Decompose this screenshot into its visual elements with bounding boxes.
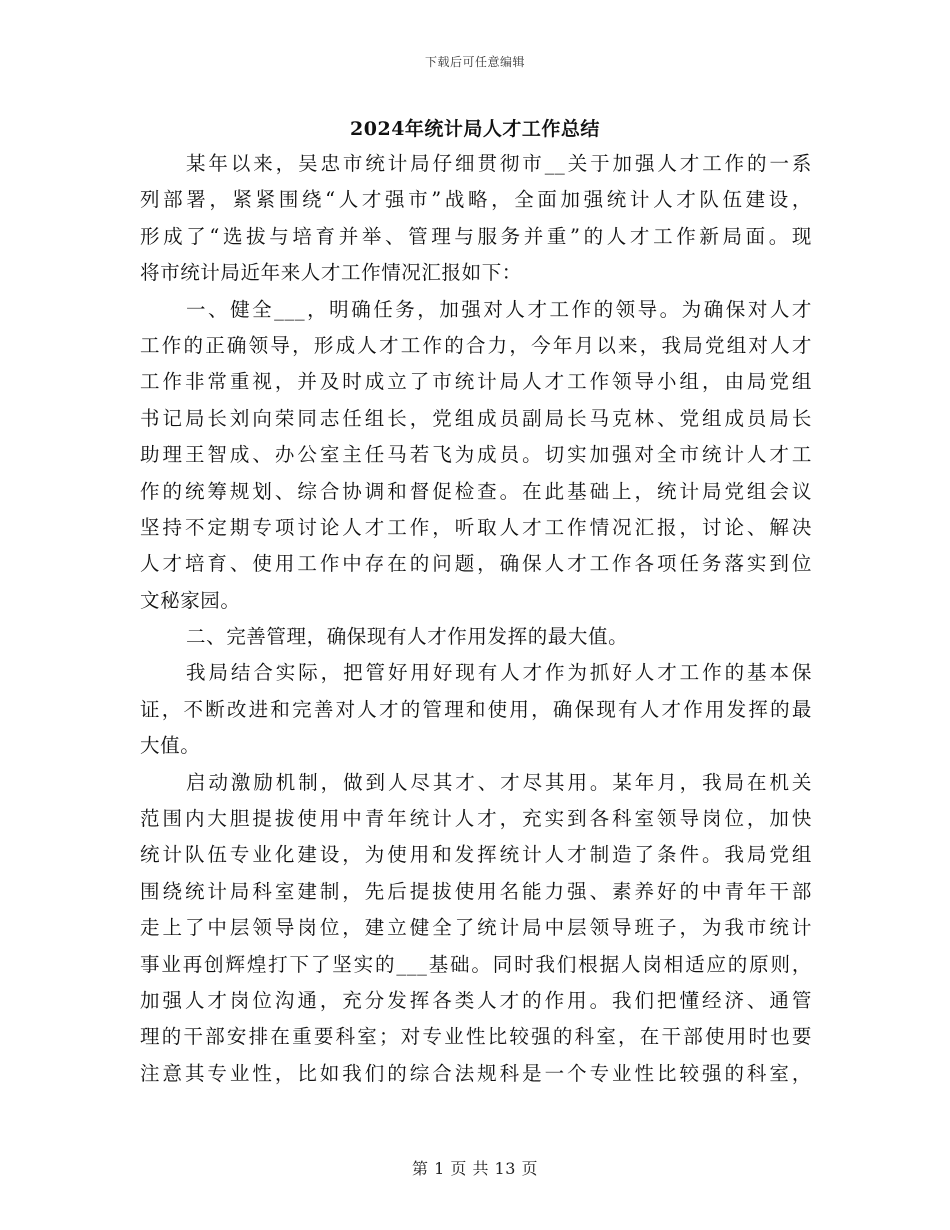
paragraph-line: 启动激励机制，做到人尽其才、才尽其用。某年月，我局在机关 — [186, 770, 812, 794]
paragraph-line: 某年以来，吴忠市统计局仔细贯彻市__关于加强人才工作的一系 — [186, 152, 812, 175]
paragraph-line: 围绕统计局科室建制，先后提拔使用名能力强、素养好的中青年干部 — [140, 879, 812, 903]
page-number-footer: 第 1 页 共 13 页 — [412, 1159, 538, 1178]
paragraph-line: 工作的正确领导，形成人才工作的合力，今年月以来，我局党组对人才 — [140, 333, 812, 357]
paragraph-line: 作的统筹规划、综合协调和督促检查。在此基础上，统计局党组会议 — [140, 479, 812, 503]
paragraph-line: 事业再创辉煌打下了坚实的___基础。同时我们根据人岗相适应的原则， — [140, 952, 812, 976]
document-body — [140, 146, 812, 1092]
paragraph-line: 范围内大胆提拔使用中青年统计人才，充实到各科室领导岗位，加快 — [140, 807, 812, 831]
paragraph-line: 加强人才岗位沟通，充分发挥各类人才的作用。我们把懂经济、通管 — [140, 988, 812, 1012]
paragraph-line: 统计队伍专业化建设，为使用和发挥统计人才制造了条件。我局党组 — [140, 843, 812, 867]
section-heading-line: 二、完善管理，确保现有人才作用发挥的最大值。 — [186, 625, 629, 649]
paragraph-line: 我局结合实际，把管好用好现有人才作为抓好人才工作的基本保 — [186, 661, 812, 685]
paragraph-line: 列部署，紧紧围绕“人才强市”战略，全面加强统计人才队伍建设， — [140, 188, 812, 212]
paragraph-line: 坚持不定期专项讨论人才工作，听取人才工作情况汇报，讨论、解决 — [140, 515, 812, 539]
paragraph-line: 理的干部安排在重要科室；对专业性比较强的科室，在干部使用时也要 — [140, 1025, 812, 1049]
paragraph-line: 工作非常重视，并及时成立了市统计局人才工作领导小组，由局党组 — [140, 370, 812, 394]
paragraph-line: 文秘家园。 — [140, 588, 241, 612]
page-header-note: 下载后可任意编辑 — [424, 55, 525, 69]
paragraph-line: 大值。 — [140, 734, 201, 758]
paragraph-line: 一、健全___，明确任务，加强对人才工作的领导。为确保对人才 — [186, 297, 812, 321]
paragraph-line: 助理王智成、办公室主任马若飞为成员。切实加强对全市统计人才工 — [140, 443, 812, 467]
paragraph-line: 形成了“选拔与培育并举、管理与服务并重”的人才工作新局面。现 — [140, 224, 812, 248]
document-title: 2024年统计局人才工作总结 — [350, 118, 600, 140]
paragraph-line: 人才培育、使用工作中存在的问题，确保人才工作各项任务落实到位 — [140, 552, 812, 576]
paragraph-line: 证，不断改进和完善对人才的管理和使用，确保现有人才作用发挥的最 — [140, 697, 812, 721]
paragraph-line: 注意其专业性，比如我们的综合法规科是一个专业性比较强的科室， — [140, 1061, 812, 1085]
paragraph-line: 将市统计局近年来人才工作情况汇报如下： — [140, 261, 522, 285]
paragraph-line: 走上了中层领导岗位，建立健全了统计局中层领导班子，为我市统计 — [140, 916, 812, 940]
paragraph-line: 书记局长刘向荣同志任组长，党组成员副局长马克林、党组成员局长 — [140, 406, 812, 430]
